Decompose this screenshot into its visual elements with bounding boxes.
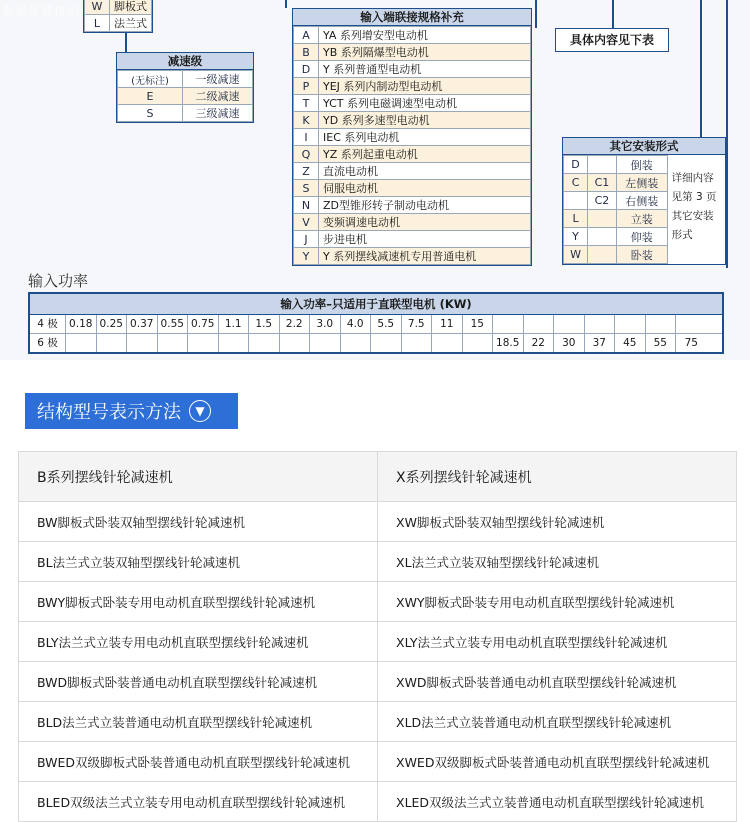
stage-label: 二级减速 — [183, 88, 253, 105]
b-series-model: BL法兰式立装双轴型摆线针轮减速机 — [19, 542, 378, 582]
mounting-label: 脚板式 — [110, 0, 152, 15]
stage-code: (无标注) — [118, 71, 183, 88]
x-series-model: XWY脚板式卧装专用电动机直联型摆线针轮减速机 — [378, 582, 737, 622]
connection-code: V — [294, 214, 319, 231]
input-connection-box — [292, 8, 532, 266]
power-row-label: 4 极 — [30, 315, 66, 333]
connector-line — [726, 0, 728, 268]
other-mounting-table — [563, 155, 668, 264]
list-item — [294, 163, 531, 180]
power-row-4-pole — [30, 315, 722, 334]
b-series-model: BW脚板式卧装双轴型摆线针轮减速机 — [19, 502, 378, 542]
power-value: 1.5 — [249, 315, 280, 333]
connector-line — [612, 0, 614, 30]
connection-label: Y 系列摆线减速机专用普通电机 — [319, 248, 531, 265]
power-value: 0.37 — [127, 315, 158, 333]
mounting-label: 法兰式 — [110, 15, 152, 32]
list-item — [564, 174, 668, 192]
power-value — [524, 315, 555, 333]
power-value: 75 — [684, 337, 698, 349]
connection-label: 伺服电动机 — [319, 180, 531, 197]
connection-label: 直流电动机 — [319, 163, 531, 180]
input-connection-title: 输入端联接规格补充 — [293, 9, 531, 26]
mounting-code: L — [85, 15, 110, 32]
details-note-box: 具体内容见下表 — [555, 28, 669, 52]
mounting-code: D — [564, 156, 588, 174]
connection-code: J — [294, 231, 319, 248]
x-series-model: XLY法兰式立装专用电动机直联型摆线针轮减速机 — [378, 622, 737, 662]
x-series-model: XWED双级脚板式卧装普通电动机直联型摆线针轮减速机 — [378, 742, 737, 782]
connection-label: 步进电机 — [319, 231, 531, 248]
stage-label: 一级减速 — [183, 71, 253, 88]
mounting-label: 卧装 — [616, 246, 667, 264]
power-value — [615, 315, 646, 333]
x-series-model: XWD脚板式卧装普通电动机直联型摆线针轮减速机 — [378, 662, 737, 702]
table-row — [19, 542, 737, 582]
connection-label: YA 系列增安型电动机 — [319, 27, 531, 44]
table-row — [19, 502, 737, 542]
connector-line — [700, 0, 702, 138]
list-item — [564, 156, 668, 174]
mounting-code — [564, 192, 588, 210]
connection-label: IEC 系列电动机 — [319, 129, 531, 146]
b-series-model: BLY法兰式立装专用电动机直联型摆线针轮减速机 — [19, 622, 378, 662]
power-value — [219, 334, 250, 352]
list-item — [294, 44, 531, 61]
stage-label: 三级减速 — [183, 105, 253, 122]
power-value: 3.0 — [310, 315, 341, 333]
power-value — [646, 315, 677, 333]
list-item — [294, 197, 531, 214]
connection-code: A — [294, 27, 319, 44]
stage-code: E — [118, 88, 183, 105]
power-value: 15 — [463, 315, 494, 333]
table-row — [19, 702, 737, 742]
power-value — [97, 334, 128, 352]
connection-code: D — [294, 61, 319, 78]
power-value — [676, 315, 707, 333]
stage-code: S — [118, 105, 183, 122]
mounting-label: 立装 — [616, 210, 667, 228]
connection-code: Q — [294, 146, 319, 163]
connection-code: B — [294, 44, 319, 61]
x-series-model: XLED双级法兰式立装普通电动机直联型摆线针轮减速机 — [378, 782, 737, 822]
power-value: 0.25 — [97, 315, 128, 333]
connection-code: Y — [294, 248, 319, 265]
structure-model-table — [18, 451, 737, 822]
connection-label: YCT 系列电磁调速型电动机 — [319, 95, 531, 112]
mounting-label: 仰装 — [616, 228, 667, 246]
list-item — [564, 210, 668, 228]
connection-label: YB 系列隔爆型电动机 — [319, 44, 531, 61]
connection-code: N — [294, 197, 319, 214]
mounting-label: 右侧装 — [616, 192, 667, 210]
other-mounting-box — [562, 137, 726, 265]
mounting-type-box — [83, 0, 153, 33]
mounting-code: W — [85, 0, 110, 15]
power-value: 37 — [585, 334, 616, 352]
table-row — [19, 782, 737, 822]
power-value: 18.5 — [493, 334, 524, 352]
power-value — [463, 334, 494, 352]
power-row-6-pole — [30, 334, 722, 352]
input-power-title: 输入功率 — [28, 272, 89, 290]
power-row-label: 6 极 — [30, 334, 66, 352]
power-value — [371, 334, 402, 352]
mounting-code: Y — [564, 228, 588, 246]
reduction-stage-title: 减速级 — [117, 53, 253, 70]
table-row — [19, 582, 737, 622]
power-value — [188, 334, 219, 352]
mounting-sub — [588, 228, 617, 246]
power-value: 0.75 — [188, 315, 219, 333]
power-value: 7.5 — [402, 315, 433, 333]
table-row — [19, 662, 737, 702]
table-row — [19, 742, 737, 782]
mounting-sub — [588, 246, 617, 264]
connector-line — [285, 0, 287, 8]
other-mounting-note: 详细内容见第 3 页其它安装形式 — [671, 172, 717, 241]
power-value: 30 — [554, 334, 585, 352]
power-value — [585, 315, 616, 333]
power-value: 22 — [524, 334, 555, 352]
mounting-sub — [588, 210, 617, 228]
list-item — [294, 95, 531, 112]
connection-label: Y 系列普通型电动机 — [319, 61, 531, 78]
input-power-section — [0, 268, 750, 360]
list-item — [564, 228, 668, 246]
x-series-model: XL法兰式立装双轴型摆线针轮减速机 — [378, 542, 737, 582]
power-value: 45 — [615, 334, 646, 352]
b-series-model: BLED双级法兰式立装专用电动机直联型摆线针轮减速机 — [19, 782, 378, 822]
power-value — [341, 334, 372, 352]
connection-code: T — [294, 95, 319, 112]
connection-label: YZ 系列起重电动机 — [319, 146, 531, 163]
power-value: 0.55 — [158, 315, 189, 333]
power-value: 4.0 — [341, 315, 372, 333]
mounting-label: 倒装 — [616, 156, 667, 174]
connection-code: I — [294, 129, 319, 146]
connection-label: YD 系列多速型电动机 — [319, 112, 531, 129]
power-value — [66, 334, 97, 352]
connection-code: P — [294, 78, 319, 95]
b-series-model: BWD脚板式卧装普通电动机直联型摆线针轮减速机 — [19, 662, 378, 702]
input-power-table — [28, 292, 724, 354]
power-value: 1.1 — [219, 315, 250, 333]
connection-code: Z — [294, 163, 319, 180]
list-item — [294, 146, 531, 163]
model-code-diagram — [0, 0, 750, 268]
connection-label: YEJ 系列内制动型电动机 — [319, 78, 531, 95]
input-power-table-title: 输入功率–只适用于直联型电机 (KW) — [30, 294, 722, 315]
power-value — [249, 334, 280, 352]
table-header-row — [19, 452, 737, 502]
chevron-down-icon[interactable]: ▼ — [189, 400, 211, 422]
list-item — [564, 192, 668, 210]
power-value — [402, 334, 433, 352]
power-value: 0.18 — [66, 315, 97, 333]
structure-section-tag[interactable] — [25, 393, 238, 429]
power-value — [554, 315, 585, 333]
watermark: 泰星智能传动 — [2, 4, 81, 18]
mounting-sub — [588, 156, 617, 174]
list-item — [294, 180, 531, 197]
power-value — [310, 334, 341, 352]
power-value: 55 — [646, 334, 677, 352]
connection-code: S — [294, 180, 319, 197]
b-series-model: BLD法兰式立装普通电动机直联型摆线针轮减速机 — [19, 702, 378, 742]
connection-code: K — [294, 112, 319, 129]
other-mounting-title: 其它安装形式 — [563, 138, 725, 155]
mounting-code: W — [564, 246, 588, 264]
mounting-sub: C1 — [588, 174, 617, 192]
col-b-header: B系列摆线针轮减速机 — [19, 452, 378, 502]
connection-label: 变频调速电动机 — [319, 214, 531, 231]
structure-tag-label: 结构型号表示方法 — [37, 402, 181, 423]
list-item — [294, 129, 531, 146]
power-value — [280, 334, 311, 352]
mounting-sub: C2 — [588, 192, 617, 210]
x-series-model: XLD法兰式立装普通电动机直联型摆线针轮减速机 — [378, 702, 737, 742]
x-series-model: XW脚板式卧装双轴型摆线针轮减速机 — [378, 502, 737, 542]
b-series-model: BWY脚板式卧装专用电动机直联型摆线针轮减速机 — [19, 582, 378, 622]
power-value — [127, 334, 158, 352]
list-item — [294, 78, 531, 95]
b-series-model: BWED双级脚板式卧装普通电动机直联型摆线针轮减速机 — [19, 742, 378, 782]
connection-label: ZD型锥形转子制动电动机 — [319, 197, 531, 214]
list-item — [294, 248, 531, 265]
list-item — [294, 61, 531, 78]
input-connection-table — [293, 26, 531, 265]
mounting-code: C — [564, 174, 588, 192]
power-value — [493, 315, 524, 333]
power-value: 2.2 — [280, 315, 311, 333]
power-value: 11 — [432, 315, 463, 333]
table-row — [19, 622, 737, 662]
list-item — [294, 231, 531, 248]
mounting-label: 左侧装 — [616, 174, 667, 192]
power-value — [158, 334, 189, 352]
list-item — [294, 214, 531, 231]
mounting-code: L — [564, 210, 588, 228]
list-item — [564, 246, 668, 264]
connector-line — [535, 0, 537, 28]
col-x-header: X系列摆线针轮减速机 — [378, 452, 737, 502]
list-item — [294, 27, 531, 44]
reduction-stage-box — [116, 52, 254, 123]
power-value: 5.5 — [371, 315, 402, 333]
power-value — [432, 334, 463, 352]
list-item — [294, 112, 531, 129]
